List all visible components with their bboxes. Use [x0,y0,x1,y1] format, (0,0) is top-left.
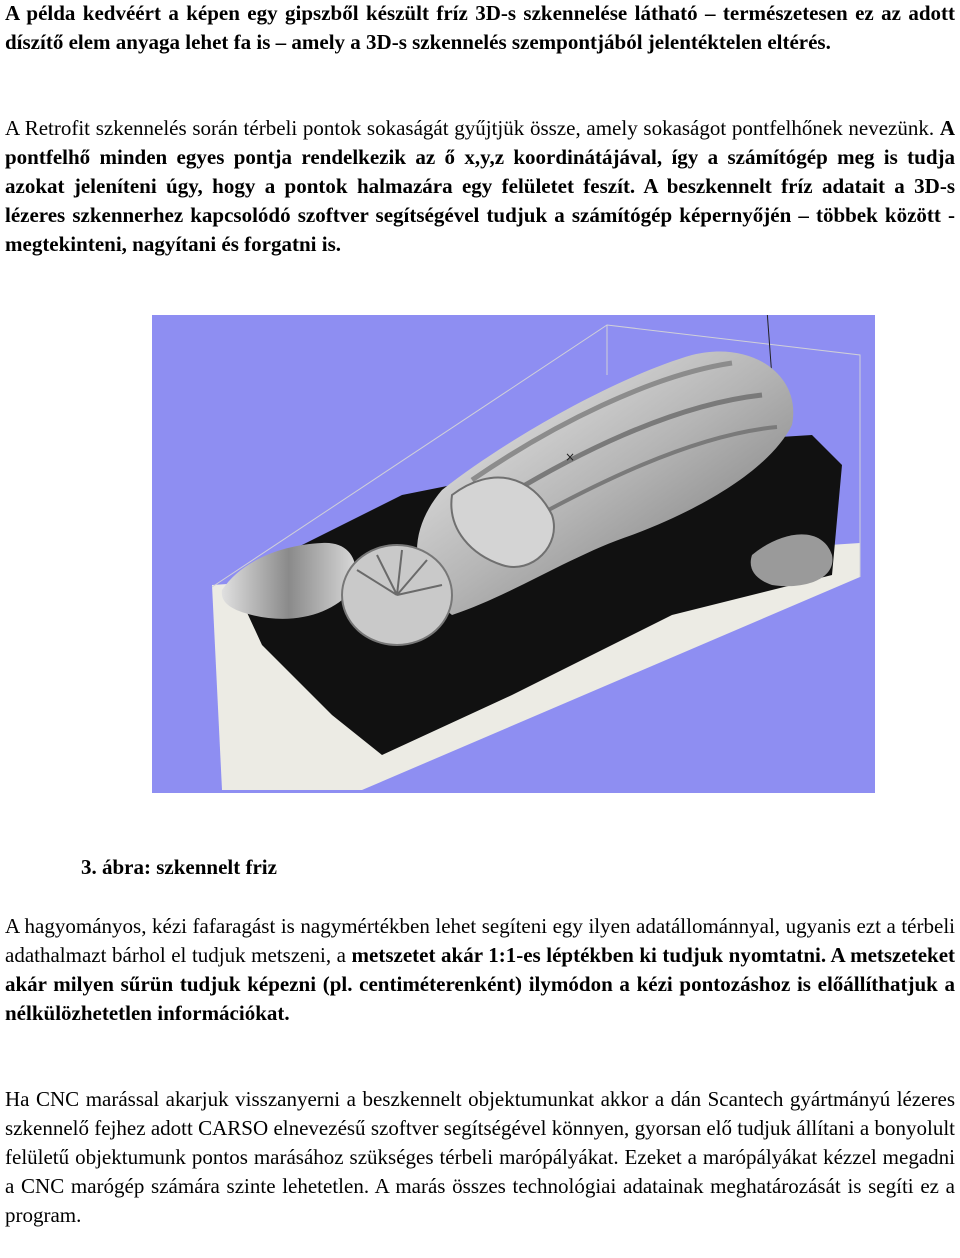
scanned-frieze-image [152,315,875,793]
paragraph-point-cloud-rest: A pontfelhő minden egyes pontja rendelkezik az ő x,y,z koordinátájával, így a számítógép meg is tudja azokat jeleníteni úgy, hogy a pontok halmazára egy felületet feszít. A beszkennelt fríz adatait a 3D-s lézeres szkennerhez kapcsolódó szoftver segítségével tudjuk a számítógép képernyőjén – többek között - megtekinteni, nagyítani és forgatni is. [5,116,956,256]
paragraph-point-cloud [5,114,955,259]
paragraph-manual-carving-rest: metszetet akár 1:1-es léptékben ki tudjuk nyomtatni. A metszeteket akár milyen sűrün tudjuk képezni (pl. centiméterenként) ilymódon a kézi pontozáshoz is előállíthatjuk a nélkülözhetetlen információkat. [5,943,956,1025]
paragraph-manual-carving [5,912,955,1028]
paragraph-manual-carving-lead: A hagyományos, kézi fafaragást is nagymértékben lehet segíteni egy ilyen adatállománnyal, ugyanis ezt a térbeli adathalmazt bárhol el tudjuk metszeni, a [5,914,955,967]
frieze-render-svg [152,315,875,793]
marker-x: × [565,450,576,464]
figure-caption: 3. ábra: szkennelt friz [81,855,277,879]
paragraph-point-cloud-lead: A Retrofit szkennelés során térbeli pontok sokaságát gyűjtjük össze, amely sokaságot pontfelhőnek nevezünk. [5,116,935,140]
paragraph-cnc: Ha CNC marással akarjuk visszanyerni a beszkennelt objektumunkat akkor a dán Scantech gyártmányú lézeres szkennelő fejhez adott CARSO elnevezésű szoftver segítségével könnyen, gyorsan elő tudjuk állítani a bonyolult felületű objektumunk pontos marásához szükséges térbeli marópályákat. Ezeket a marópályákat kézzel megadni a CNC marógép számára szinte lehetetlen. A marás összes technológiai adatainak meghatározását is segíti ez a program. [5,1087,955,1227]
paragraph-intro: A példa kedvéért a képen egy gipszből készült fríz 3D-s szkennelése látható – természetesen ez az adott díszítő elem anyaga lehet fa is – amely a 3D-s szkennelés szempontjából jelentéktelen eltérés. [5,1,955,54]
